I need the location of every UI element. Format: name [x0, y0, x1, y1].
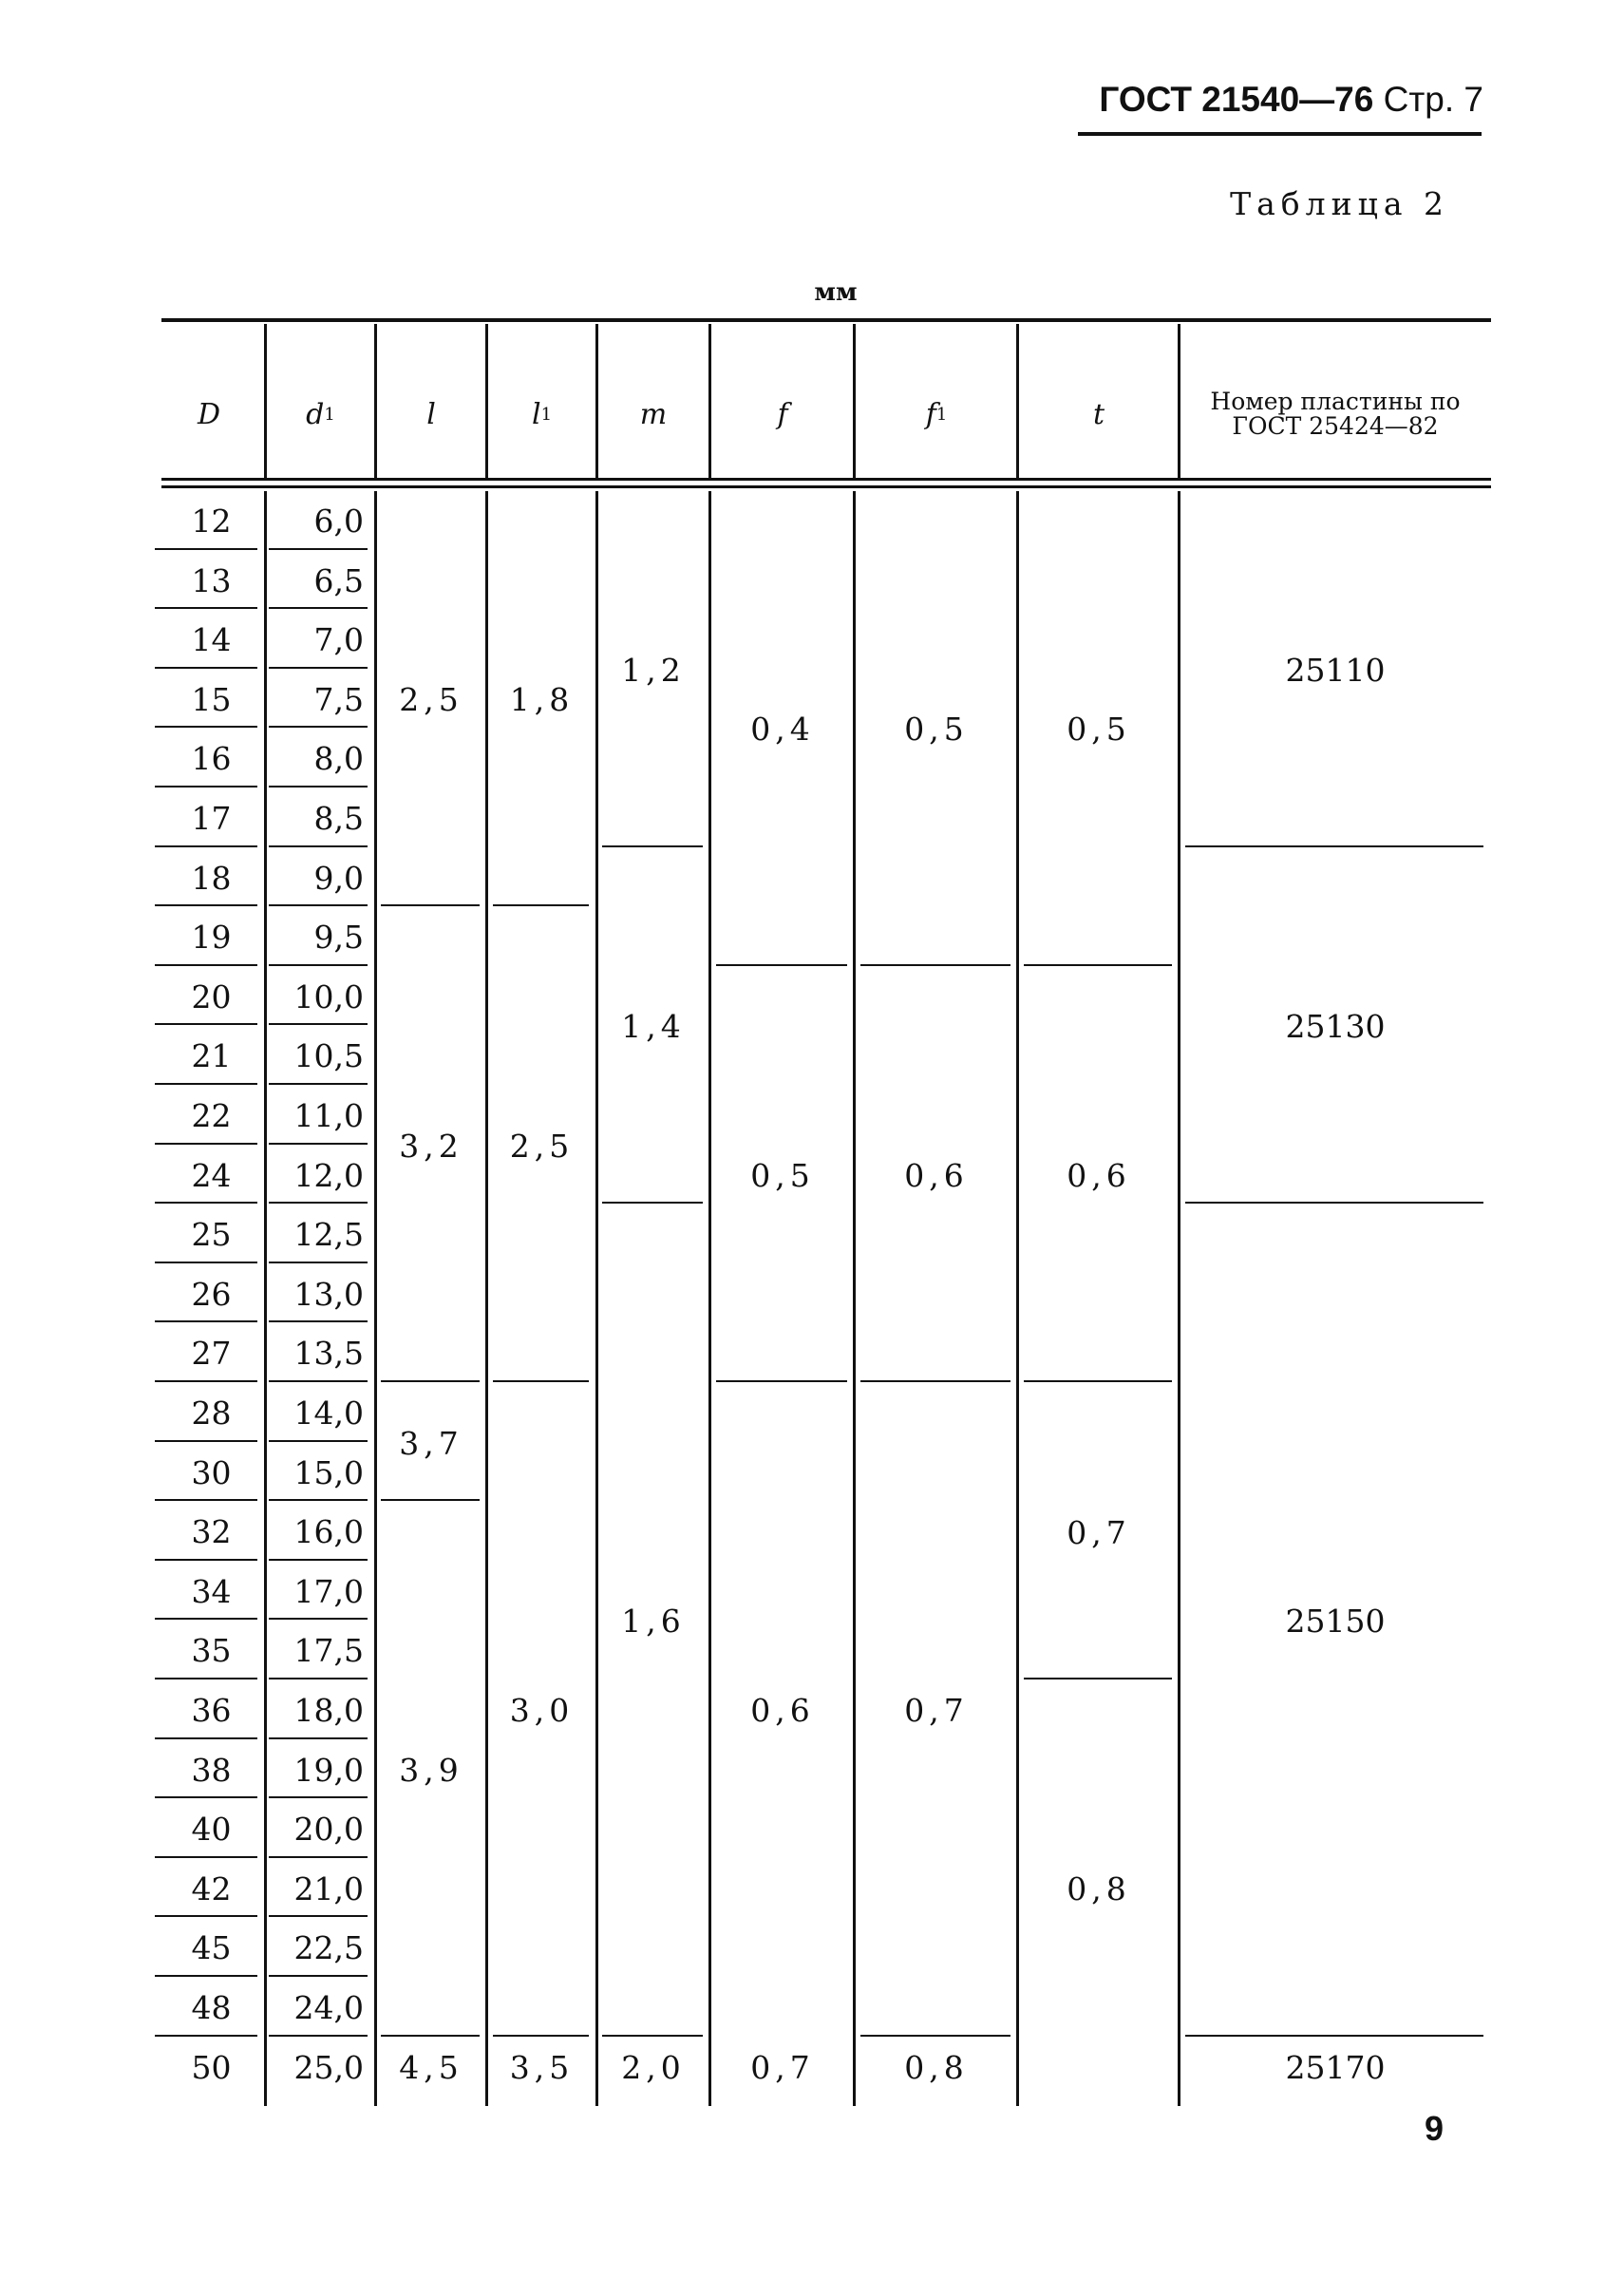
group-rule-plate: [1185, 1202, 1483, 1204]
cell-plate: 25150: [1285, 1602, 1386, 1640]
cell-d1: 9,5: [313, 918, 364, 956]
cell-D: 21: [191, 1036, 232, 1074]
cell-d1: 12,5: [293, 1215, 364, 1253]
cell-D: 15: [191, 680, 232, 718]
cell-d1: 6,0: [313, 502, 364, 540]
cell-t: 0,8: [1067, 1869, 1131, 1907]
group-rule-l1: [493, 2035, 589, 2037]
cell-f: 0,5: [750, 1156, 815, 1194]
cell-D: 27: [191, 1334, 232, 1372]
cell-D: 40: [191, 1810, 232, 1848]
cell-l: 3,2: [399, 1127, 463, 1165]
cell-d1: 9,0: [313, 859, 364, 897]
group-rule-m: [602, 2035, 703, 2037]
group-rule-l: [381, 904, 480, 906]
cell-d1: 24,0: [293, 1988, 364, 2026]
cell-f: 0,4: [750, 710, 815, 748]
cell-f1: 0,5: [904, 710, 969, 748]
cell-plate: 25170: [1285, 2048, 1386, 2086]
column-header-D: D: [197, 397, 221, 431]
cell-l: 4,5: [399, 2048, 463, 2086]
cell-f1: 0,8: [904, 2048, 969, 2086]
cell-D: 42: [191, 1869, 232, 1907]
cell-D: 36: [191, 1691, 232, 1729]
group-rule-t: [1024, 1678, 1172, 1679]
column-header-f1: f 1: [925, 397, 948, 431]
cell-D: 35: [191, 1631, 232, 1669]
cell-d1: 13,5: [293, 1334, 364, 1372]
cell-D: 30: [191, 1453, 232, 1491]
table-top-rule: [161, 318, 1491, 322]
cell-D: 34: [191, 1572, 232, 1610]
cell-d1: 21,0: [293, 1869, 364, 1907]
table-caption: Таблица 2: [1230, 185, 1449, 222]
cell-d1: 7,0: [313, 620, 364, 658]
cell-d1: 17,0: [293, 1572, 364, 1610]
cell-D: 17: [191, 799, 232, 837]
cell-d1: 8,5: [313, 799, 364, 837]
column-separator: [485, 491, 488, 2106]
cell-D: 19: [191, 918, 232, 956]
group-rule-plate: [1185, 845, 1483, 847]
column-header-l: l: [426, 397, 436, 431]
cell-D: 14: [191, 620, 232, 658]
page-ref: Стр. 7: [1383, 80, 1483, 119]
cell-f: 0,7: [750, 2048, 815, 2086]
cell-m: 1,6: [621, 1602, 686, 1640]
cell-D: 28: [191, 1394, 232, 1432]
group-rule-f: [716, 1380, 847, 1382]
group-rule-t: [1024, 1380, 1172, 1382]
cell-d1: 13,0: [293, 1275, 364, 1313]
cell-D: 25: [191, 1215, 232, 1253]
cell-l1: 3,0: [509, 1691, 575, 1729]
column-header-d1: d 1: [306, 397, 335, 431]
cell-f1: 0,6: [904, 1156, 969, 1194]
cell-D: 18: [191, 859, 232, 897]
group-rule-t: [1024, 964, 1172, 966]
cell-f: 0,6: [750, 1691, 815, 1729]
cell-l1: 2,5: [509, 1127, 575, 1165]
cell-D: 32: [191, 1512, 232, 1550]
page-number: 9: [1424, 2109, 1445, 2148]
group-rule-f: [716, 964, 847, 966]
header-bottom-rule-2: [161, 485, 1491, 488]
group-rule-f1: [860, 964, 1010, 966]
cell-D: 12: [191, 502, 232, 540]
cell-D: 20: [191, 977, 232, 1015]
cell-d1: 8,0: [313, 739, 364, 777]
cell-D: 26: [191, 1275, 232, 1313]
group-rule-l1: [493, 1380, 589, 1382]
cell-t: 0,5: [1067, 710, 1131, 748]
running-header: [1099, 80, 1483, 120]
group-rule-f1: [860, 2035, 1010, 2037]
header-bottom-rule-1: [161, 478, 1491, 481]
cell-d1: 18,0: [293, 1691, 364, 1729]
cell-D: 38: [191, 1751, 232, 1789]
column-header-plate: Номер пластины по ГОСТ 25424—82: [1210, 388, 1461, 440]
cell-d1: 22,5: [293, 1928, 364, 1966]
cell-d1: 10,5: [293, 1036, 364, 1074]
cell-t: 0,6: [1067, 1156, 1131, 1194]
column-header-l1: l 1: [531, 397, 553, 431]
cell-d1: 25,0: [293, 2048, 364, 2086]
cell-l1: 3,5: [509, 2048, 575, 2086]
cell-D: 22: [191, 1096, 232, 1134]
cell-d1: 10,0: [293, 977, 364, 1015]
cell-d1: 19,0: [293, 1751, 364, 1789]
cell-m: 1,2: [621, 651, 686, 689]
units-label: мм: [814, 278, 858, 307]
cell-f1: 0,7: [904, 1691, 969, 1729]
column-separator: [595, 491, 598, 2106]
cell-l: 3,9: [399, 1751, 463, 1789]
cell-t: 0,7: [1067, 1513, 1131, 1551]
cell-l: 3,7: [399, 1424, 463, 1462]
group-rule-m: [602, 845, 703, 847]
cell-plate: 25130: [1285, 1007, 1386, 1045]
cell-d1: 7,5: [313, 680, 364, 718]
cell-d1: 17,5: [293, 1631, 364, 1669]
cell-D: 50: [191, 2048, 232, 2086]
cell-d1: 16,0: [293, 1512, 364, 1550]
cell-plate: 25110: [1285, 651, 1386, 689]
cell-m: 2,0: [621, 2048, 686, 2086]
cell-d1: 12,0: [293, 1156, 364, 1194]
cell-D: 16: [191, 739, 232, 777]
cell-d1: 15,0: [293, 1453, 364, 1491]
group-rule-m: [602, 1202, 703, 1204]
standard-number: ГОСТ 21540—76: [1099, 80, 1374, 119]
cell-D: 13: [191, 561, 232, 599]
column-header-f: f: [777, 397, 788, 431]
cell-m: 1,4: [621, 1007, 686, 1045]
cell-d1: 11,0: [293, 1096, 364, 1134]
group-rule-f1: [860, 1380, 1010, 1382]
group-rule-l1: [493, 904, 589, 906]
group-rule-l: [381, 2035, 480, 2037]
cell-D: 45: [191, 1928, 232, 1966]
cell-d1: 14,0: [293, 1394, 364, 1432]
cell-d1: 20,0: [293, 1810, 364, 1848]
header-rule: [1078, 132, 1482, 136]
cell-l1: 1,8: [509, 680, 575, 718]
group-rule-l: [381, 1380, 480, 1382]
cell-d1: 6,5: [313, 561, 364, 599]
column-header-t: t: [1092, 397, 1105, 431]
group-rule-plate: [1185, 2035, 1483, 2037]
cell-D: 24: [191, 1156, 232, 1194]
group-rule-l: [381, 1499, 480, 1501]
cell-D: 48: [191, 1988, 232, 2026]
column-header-m: m: [639, 397, 668, 431]
cell-l: 2,5: [399, 680, 463, 718]
